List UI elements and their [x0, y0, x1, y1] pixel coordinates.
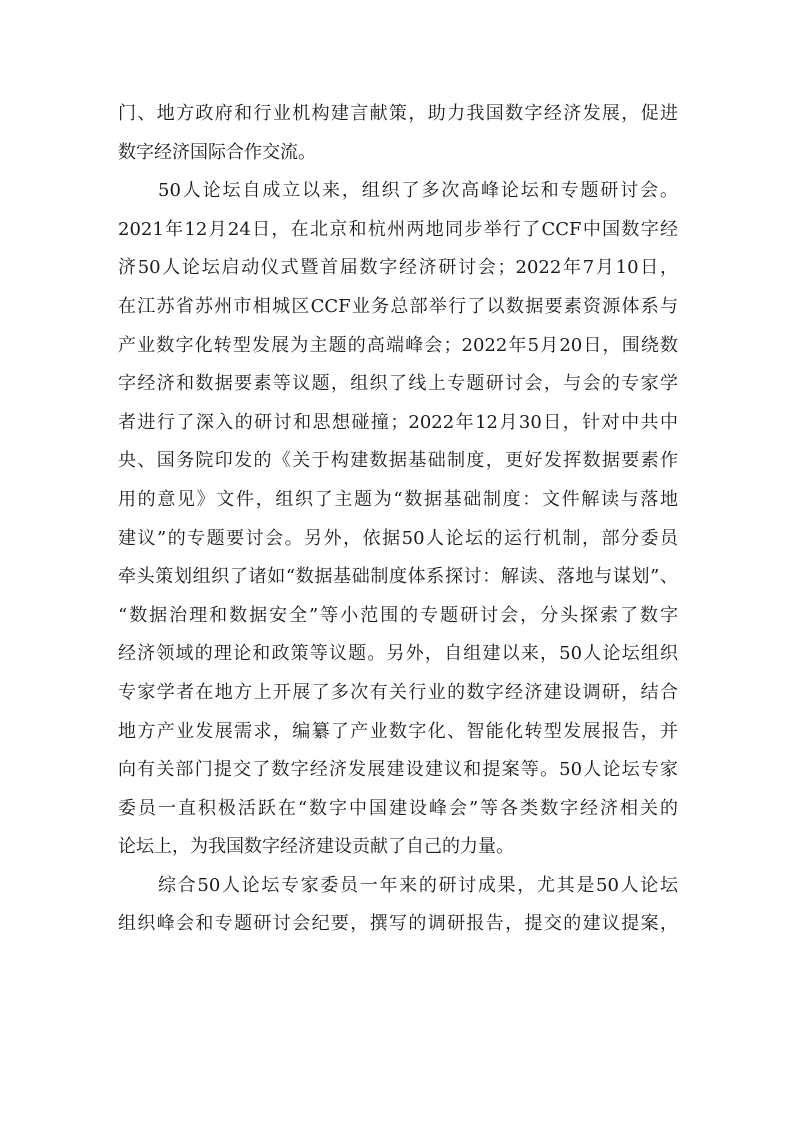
paragraph-start-line: 综合50人论坛专家委员一年来的研讨成果，尤其是50人论坛: [158, 874, 678, 896]
text-line: 2021年12月24日，在北京和杭州两地同步举行了CCF中国数字经: [118, 218, 678, 240]
text-line: 向有关部门提交了数字经济发展建设建议和提案等。50人论坛专家: [118, 759, 678, 781]
paragraph-start-line: 50人论坛自成立以来，组织了多次高峰论坛和专题研讨会。: [158, 180, 678, 202]
text-line: 组织峰会和专题研讨会纪要，撰写的调研报告，提交的建议提案，: [118, 913, 678, 935]
text-line: 济50人论坛启动仪式暨首届数字经济研讨会；2022年7月10日，: [118, 257, 678, 279]
text-line: 建议”的专题要讨会。另外，依据50人论坛的运行机制，部分委员: [118, 527, 678, 549]
text-line: 产业数字化转型发展为主题的高端峰会；2022年5月20日，围绕数: [118, 334, 678, 356]
text-line: 字经济和数据要素等议题，组织了线上专题研讨会，与会的专家学: [118, 373, 678, 395]
document-body: [118, 95, 678, 944]
text-line: 牵头策划组织了诸如“数据基础制度体系探讨：解读、落地与谋划”、: [118, 566, 678, 588]
text-line: 者进行了深入的研讨和思想碰撞；2022年12月30日，针对中共中: [118, 411, 678, 433]
text-line: 门、地方政府和行业机构建言献策，助力我国数字经济发展，促进: [118, 103, 678, 124]
text-line: 委员一直积极活跃在“数字中国建设峰会”等各类数字经济相关的: [118, 797, 678, 819]
text-line: 在江苏省苏州市相城区CCF业务总部举行了以数据要素资源体系与: [118, 295, 678, 317]
text-line: 数字经济国际合作交流。: [118, 141, 316, 163]
text-line: 经济领域的理论和政策等议题。另外，自组建以来，50人论坛组织: [118, 643, 678, 665]
text-line: 用的意见》文件，组织了主题为“数据基础制度：文件解读与落地: [118, 488, 678, 510]
text-line: 地方产业发展需求，编纂了产业数字化、智能化转型发展报告，并: [118, 720, 678, 742]
text-line: 央、国务院印发的《关于构建数据基础制度，更好发挥数据要素作: [118, 450, 678, 472]
text-line: 论坛上，为我国数字经济建设贡献了自己的力量。: [118, 836, 514, 858]
text-line: “数据治理和数据安全”等小范围的专题研讨会，分头探索了数字: [118, 604, 678, 626]
text-line: 专家学者在地方上开展了多次有关行业的数字经济建设调研，结合: [118, 681, 678, 703]
